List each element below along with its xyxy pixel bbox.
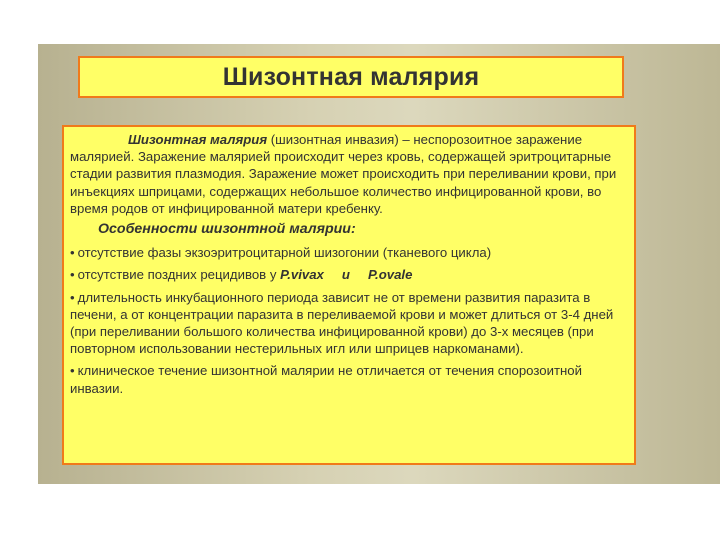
title-banner	[78, 56, 624, 98]
intro-lead-term: Шизонтная малярия	[128, 132, 268, 147]
content-panel	[62, 125, 636, 465]
bullet-item	[70, 266, 626, 283]
species-ovale: P.ovale	[367, 267, 413, 283]
intro-paragraph	[70, 131, 626, 217]
species-conjunction: и	[341, 267, 350, 283]
bullet-text: отсутствие поздних рецидивов у	[77, 267, 281, 283]
bullet-text: длительность инкубационного периода зависит не от времени развития паразита в печени, а от концентрации паразита в переливаемой крови и может длиться от 3-4 дней (при переливании большого количества инфицированной крови) до 3-х месяцев (при повторном использовании нестерильных игл или шприцев наркоманами).	[70, 289, 614, 357]
features-heading: Особенности шизонтной малярии:	[98, 221, 356, 238]
bullet-dot: •	[70, 267, 75, 283]
bullet-item	[70, 244, 626, 261]
bullet-item	[70, 362, 626, 396]
bullet-text: клиническое течение шизонтной малярии не отличается от течения спорозоитной инвазии.	[70, 363, 582, 396]
bullet-text: отсутствие фазы экзоэритроцитарной шизогонии (тканевого цикла)	[77, 245, 492, 261]
bullet-dot: •	[70, 363, 75, 379]
bullet-dot: •	[70, 289, 75, 305]
intro-body: (шизонтная инвазия) – неспорозоитное заражение малярией. Заражение малярией происходит через кровь, содержащей эритроцитарные стадии развития плазмодия. Заражение может происходить при переливании крови, при инъекциях шприцами, содержащих небольшое количество инфицированной крови, во время родов от инфицированной матери кребенку.	[70, 132, 617, 216]
bullet-dot: •	[70, 245, 75, 261]
bullet-item	[70, 289, 626, 358]
slide-title: Шизонтная малярия	[222, 62, 480, 91]
species-vivax: P.vivax	[280, 267, 324, 283]
